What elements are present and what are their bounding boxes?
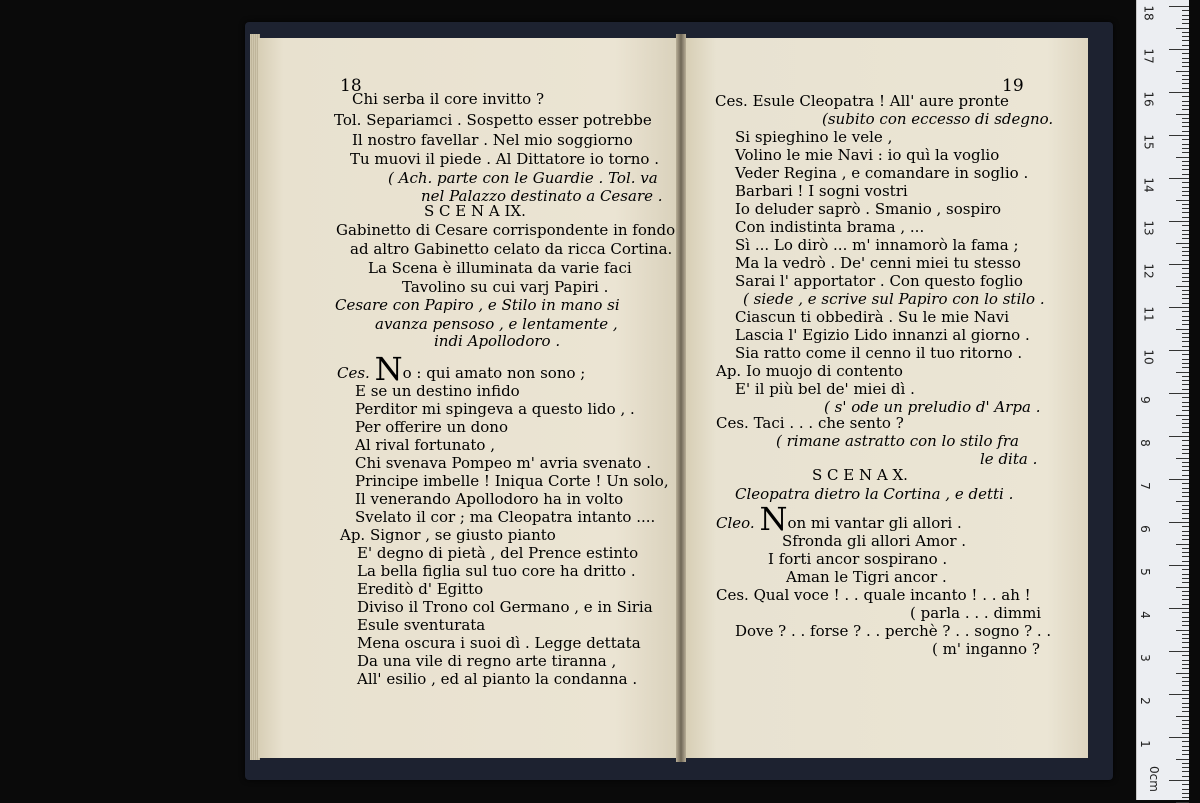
ruler-tick <box>1182 625 1189 626</box>
text-line: ( Ach. parte con le Guardie . Tol. va <box>388 169 658 187</box>
text-line: Tavolino su cui varj Papiri . <box>402 278 609 296</box>
ruler-tick <box>1182 260 1189 261</box>
ruler-tick <box>1176 544 1189 545</box>
ruler-tick <box>1182 251 1189 252</box>
text-line: Diviso il Trono col Germano , e in Siria <box>357 598 653 616</box>
ruler-tick <box>1182 728 1189 729</box>
text-line: Chi serba il core invitto ? <box>352 90 544 108</box>
ruler-tick <box>1182 595 1189 596</box>
text-line: Gabinetto di Cesare corrispondente in fondo <box>336 221 676 239</box>
ruler-tick <box>1176 802 1189 803</box>
ruler-tick <box>1182 423 1189 424</box>
ruler-tick <box>1169 565 1189 566</box>
ruler-tick <box>1182 445 1189 446</box>
ruler-tick <box>1182 470 1189 471</box>
text-line: ( parla . . . dimmi <box>910 604 1042 622</box>
ruler-tick <box>1182 195 1189 196</box>
ruler-number: 12 <box>1141 263 1156 279</box>
ruler-tick <box>1182 320 1189 321</box>
ruler-number: 15 <box>1141 134 1156 150</box>
ruler-tick <box>1182 66 1189 67</box>
text-line: Da una vile di regno arte tiranna , <box>357 652 617 670</box>
ruler-tick <box>1182 561 1189 562</box>
ruler-tick <box>1182 789 1189 790</box>
ruler-tick <box>1169 393 1189 394</box>
ruler-tick <box>1182 574 1189 575</box>
ruler-number: 1 <box>1137 740 1152 748</box>
ruler-tick <box>1182 109 1189 110</box>
ruler-tick <box>1182 311 1189 312</box>
text-line: le dita . <box>980 450 1038 468</box>
text-line: La bella figlia sul tuo core ha dritto . <box>357 562 636 580</box>
ruler-tick <box>1169 694 1189 695</box>
ruler-tick <box>1182 419 1189 420</box>
text-line: ( siede , e scrive sul Papiro con lo stilo . <box>743 290 1045 308</box>
ruler-tick <box>1182 79 1189 80</box>
text-line: ( s' ode un preludio d' Arpa . <box>824 398 1041 416</box>
ruler-tick <box>1182 182 1189 183</box>
ruler-tick <box>1182 165 1189 166</box>
ruler-tick <box>1182 23 1189 24</box>
ruler-tick <box>1176 458 1189 459</box>
ruler-tick <box>1182 389 1189 390</box>
text-line: ( m' inganno ? <box>932 640 1040 658</box>
ruler-tick <box>1182 247 1189 248</box>
ruler-tick <box>1176 716 1189 717</box>
text-line: Si spieghino le vele , <box>735 128 893 146</box>
ruler-tick <box>1182 126 1189 127</box>
ruler-tick <box>1176 759 1189 760</box>
ruler-tick <box>1182 281 1189 282</box>
text-line: Tu muovi il piede . Al Dittatore io torno . <box>350 150 659 168</box>
ruler-tick <box>1182 10 1189 11</box>
ruler-tick <box>1182 677 1189 678</box>
ruler-tick <box>1169 92 1189 93</box>
ruler-tick <box>1182 96 1189 97</box>
ruler-tick <box>1169 737 1189 738</box>
ruler-tick <box>1182 290 1189 291</box>
ruler-tick <box>1182 621 1189 622</box>
ruler-tick <box>1182 62 1189 63</box>
text-line: Lascia l' Egizio Lido innanzi al giorno . <box>735 326 1030 344</box>
ruler-tick <box>1182 101 1189 102</box>
ruler-tick <box>1182 122 1189 123</box>
ruler-tick <box>1182 255 1189 256</box>
ruler-tick <box>1182 88 1189 89</box>
page-number-right: 19 <box>1002 76 1024 96</box>
ruler-tick <box>1182 273 1189 274</box>
ruler-tick <box>1182 367 1189 368</box>
ruler-tick <box>1182 298 1189 299</box>
drop-cap: N <box>374 350 403 388</box>
ruler-tick <box>1176 71 1189 72</box>
text-line: Il venerando Apollodoro ha in volto <box>355 490 624 508</box>
text-line: Ces. Taci . . . che sento ? <box>716 414 904 432</box>
ruler-number: 8 <box>1137 439 1152 447</box>
ruler-tick <box>1182 397 1189 398</box>
ruler-tick <box>1169 608 1189 609</box>
ruler-tick <box>1182 440 1189 441</box>
ruler-tick <box>1182 212 1189 213</box>
ruler-tick <box>1182 316 1189 317</box>
book-gutter <box>676 34 686 762</box>
text-line: Sfronda gli allori Amor . <box>782 532 967 550</box>
ruler-number: 17 <box>1141 48 1156 64</box>
ruler-tick <box>1176 587 1189 588</box>
ruler-tick <box>1169 49 1189 50</box>
ruler-tick <box>1182 333 1189 334</box>
ruler-number: 3 <box>1137 654 1152 662</box>
ruler-tick <box>1182 208 1189 209</box>
text-line: S C E N A X. <box>812 466 908 484</box>
ruler-tick <box>1182 711 1189 712</box>
ruler-number: 5 <box>1137 568 1152 576</box>
ruler-tick <box>1182 58 1189 59</box>
ruler-tick <box>1182 410 1189 411</box>
ruler-tick <box>1182 685 1189 686</box>
ruler-tick <box>1182 83 1189 84</box>
ruler-tick <box>1182 475 1189 476</box>
ruler-tick <box>1182 599 1189 600</box>
drop-cap: N <box>759 500 788 538</box>
ruler-tick <box>1182 341 1189 342</box>
ruler-tick <box>1182 703 1189 704</box>
ruler-tick <box>1182 346 1189 347</box>
text-line: Aman le Tigri ancor . <box>786 568 947 586</box>
ruler-tick <box>1182 402 1189 403</box>
speech-with-dropcap <box>337 350 586 388</box>
ruler-tick <box>1182 535 1189 536</box>
ruler-tick <box>1169 264 1189 265</box>
ruler-number: 2 <box>1137 697 1152 705</box>
text-line: Esule sventurata <box>357 616 486 634</box>
text-line: Ereditò d' Egitto <box>357 580 484 598</box>
ruler-tick <box>1182 793 1189 794</box>
text-line: I forti ancor sospirano . <box>768 550 948 568</box>
ruler-tick <box>1182 324 1189 325</box>
ruler-tick <box>1182 118 1189 119</box>
ruler-tick <box>1182 754 1189 755</box>
ruler-tick <box>1182 105 1189 106</box>
ruler-tick <box>1182 294 1189 295</box>
ruler-tick <box>1176 200 1189 201</box>
ruler-tick <box>1182 784 1189 785</box>
text-line: nel Palazzo destinato a Cesare . <box>421 187 663 205</box>
text-line: Ma la vedrò . De' cenni miei tu stesso <box>735 254 1021 272</box>
text-line: E se un destino infido <box>355 382 520 400</box>
ruler-tick <box>1169 307 1189 308</box>
text-line: Io deluder saprò . Smanio , sospiro <box>735 200 1002 218</box>
ruler-tick <box>1182 53 1189 54</box>
ruler-tick <box>1176 501 1189 502</box>
text-line: Ap. Signor , se giusto pianto <box>340 526 556 544</box>
ruler-tick <box>1182 337 1189 338</box>
ruler-tick <box>1169 780 1189 781</box>
ruler-tick <box>1182 698 1189 699</box>
ruler-tick <box>1169 479 1189 480</box>
ruler-tick <box>1176 372 1189 373</box>
ruler-tick <box>1182 453 1189 454</box>
ruler-tick <box>1182 217 1189 218</box>
ruler-number: 14 <box>1141 177 1156 193</box>
ruler-tick <box>1176 673 1189 674</box>
text-line: Mena oscura i suoi dì . Legge dettata <box>357 634 641 652</box>
text-line: La Scena è illuminata da varie faci <box>368 259 632 277</box>
ruler-tick <box>1182 169 1189 170</box>
text-line: Svelato il cor ; ma Cleopatra intanto .... <box>355 508 656 526</box>
ruler-tick <box>1176 157 1189 158</box>
text-line: indi Apollodoro . <box>434 332 561 350</box>
ruler-tick <box>1182 741 1189 742</box>
text-line: Al rival fortunato , <box>355 436 495 454</box>
ruler-tick <box>1182 569 1189 570</box>
text-line: Sarai l' apportator . Con questo foglio <box>735 272 1023 290</box>
text-line: Chi svenava Pompeo m' avria svenato . <box>355 454 652 472</box>
ruler-tick <box>1182 131 1189 132</box>
ruler-tick <box>1182 75 1189 76</box>
ruler-tick <box>1182 647 1189 648</box>
ruler-tick <box>1182 552 1189 553</box>
page-number-left: 18 <box>340 76 362 96</box>
text-line: Veder Regina , e comandare in soglio . <box>735 164 1029 182</box>
ruler-tick <box>1182 462 1189 463</box>
ruler-tick <box>1182 32 1189 33</box>
ruler-tick <box>1182 604 1189 605</box>
ruler-tick <box>1176 630 1189 631</box>
ruler-tick <box>1182 139 1189 140</box>
text-line: E' il più bel de' miei dì . <box>735 380 915 398</box>
ruler-tick <box>1169 522 1189 523</box>
ruler-tick <box>1182 204 1189 205</box>
ruler-tick <box>1176 286 1189 287</box>
ruler-tick <box>1182 230 1189 231</box>
ruler-tick <box>1182 750 1189 751</box>
ruler-tick <box>1169 350 1189 351</box>
ruler-tick <box>1182 432 1189 433</box>
ruler-tick <box>1182 548 1189 549</box>
ruler-tick <box>1182 724 1189 725</box>
speaker-label: Ces. <box>337 364 375 382</box>
text-line: Perditor mi spingeva a questo lido , . <box>355 400 635 418</box>
text-line: Barbari ! I sogni vostri <box>735 182 908 200</box>
speech-with-dropcap <box>716 500 962 538</box>
ruler-tick <box>1182 45 1189 46</box>
text-line: All' esilio , ed al pianto la condanna . <box>357 670 638 688</box>
ruler-tick <box>1182 427 1189 428</box>
ruler-tick <box>1182 19 1189 20</box>
text-line: Dove ? . . forse ? . . perchè ? . . sogno ? . . <box>735 622 1052 640</box>
text-line: Ciascun ti obbedirà . Su le mie Navi <box>735 308 1010 326</box>
text-line: Cesare con Papiro , e Stilo in mano si <box>335 296 620 314</box>
ruler-tick <box>1182 406 1189 407</box>
ruler-tick <box>1182 268 1189 269</box>
ruler-tick <box>1182 225 1189 226</box>
ruler-tick <box>1182 277 1189 278</box>
ruler-tick <box>1182 363 1189 364</box>
text-line: S C E N A IX. <box>424 202 526 220</box>
ruler-tick <box>1182 655 1189 656</box>
ruler-tick <box>1182 617 1189 618</box>
ruler-tick <box>1182 187 1189 188</box>
ruler-tick <box>1182 767 1189 768</box>
text-line: ( rimane astratto con lo stilo fra <box>776 432 1019 450</box>
measuring-ruler <box>1136 0 1189 800</box>
ruler-tick <box>1182 509 1189 510</box>
ruler-tick <box>1182 376 1189 377</box>
ruler-tick <box>1169 6 1189 7</box>
ruler-tick <box>1169 436 1189 437</box>
text-line: Volino le mie Navi : io quì la voglio <box>735 146 1000 164</box>
ruler-tick <box>1182 771 1189 772</box>
ruler-number: 6 <box>1137 525 1152 533</box>
ruler-tick <box>1182 612 1189 613</box>
ruler-tick <box>1169 651 1189 652</box>
ruler-tick <box>1182 483 1189 484</box>
ruler-tick <box>1182 148 1189 149</box>
ruler-tick <box>1182 660 1189 661</box>
ruler-unit-label: 0cm <box>1146 766 1161 792</box>
ruler-tick <box>1176 329 1189 330</box>
ruler-tick <box>1182 505 1189 506</box>
text-line: Tol. Separiamci . Sospetto esser potrebbe <box>334 111 652 129</box>
ruler-tick <box>1182 707 1189 708</box>
ruler-tick <box>1182 492 1189 493</box>
text-line: Con indistinta brama , ... <box>735 218 925 236</box>
ruler-tick <box>1182 556 1189 557</box>
ruler-number: 13 <box>1141 220 1156 236</box>
ruler-number: 18 <box>1141 5 1156 21</box>
ruler-tick <box>1182 690 1189 691</box>
ruler-tick <box>1182 191 1189 192</box>
ruler-tick <box>1182 720 1189 721</box>
ruler-tick <box>1182 518 1189 519</box>
speaker-label: Cleo. <box>716 514 760 532</box>
ruler-tick <box>1182 531 1189 532</box>
ruler-tick <box>1176 28 1189 29</box>
speech-text: o : qui amato non sono ; <box>402 364 586 382</box>
ruler-tick <box>1182 174 1189 175</box>
ruler-tick <box>1182 681 1189 682</box>
ruler-tick <box>1182 668 1189 669</box>
text-line: E' degno di pietà , del Prence estinto <box>357 544 639 562</box>
ruler-tick <box>1182 513 1189 514</box>
ruler-tick <box>1182 449 1189 450</box>
ruler-tick <box>1182 238 1189 239</box>
ruler-tick <box>1182 763 1189 764</box>
text-line: avanza pensoso , e lentamente , <box>375 315 618 333</box>
ruler-tick <box>1182 638 1189 639</box>
ruler-tick <box>1182 578 1189 579</box>
ruler-number: 10 <box>1141 349 1156 365</box>
ruler-number: 11 <box>1141 306 1156 322</box>
text-line: Ces. Esule Cleopatra ! All' aure pronte <box>715 92 1009 110</box>
ruler-tick <box>1182 144 1189 145</box>
ruler-tick <box>1176 415 1189 416</box>
ruler-tick <box>1182 776 1189 777</box>
ruler-number: 16 <box>1141 91 1156 107</box>
text-line: Ap. Io muojo di contento <box>716 362 903 380</box>
ruler-tick <box>1182 15 1189 16</box>
ruler-tick <box>1176 114 1189 115</box>
text-line: ad altro Gabinetto celato da ricca Cortina. <box>350 240 673 258</box>
ruler-tick <box>1182 496 1189 497</box>
speech-text: on mi vantar gli allori . <box>787 514 962 532</box>
ruler-tick <box>1182 488 1189 489</box>
ruler-tick <box>1182 634 1189 635</box>
ruler-tick <box>1169 135 1189 136</box>
text-line: Per offerire un dono <box>355 418 508 436</box>
ruler-tick <box>1182 161 1189 162</box>
ruler-tick <box>1182 733 1189 734</box>
ruler-tick <box>1182 380 1189 381</box>
ruler-tick <box>1182 746 1189 747</box>
ruler-tick <box>1182 152 1189 153</box>
text-line: (subito con eccesso di sdegno. <box>822 110 1054 128</box>
ruler-tick <box>1182 303 1189 304</box>
ruler-tick <box>1182 664 1189 665</box>
ruler-tick <box>1182 354 1189 355</box>
ruler-tick <box>1182 797 1189 798</box>
ruler-tick <box>1176 243 1189 244</box>
ruler-number: 4 <box>1137 611 1152 619</box>
ruler-tick <box>1182 526 1189 527</box>
ruler-number: 7 <box>1137 482 1152 490</box>
ruler-tick <box>1182 359 1189 360</box>
ruler-tick <box>1182 582 1189 583</box>
ruler-tick <box>1169 221 1189 222</box>
text-line: Sì ... Lo dirò ... m' innamorò la fama ; <box>735 236 1019 254</box>
ruler-tick <box>1182 642 1189 643</box>
text-line: Sia ratto come il cenno il tuo ritorno . <box>735 344 1023 362</box>
ruler-tick <box>1182 40 1189 41</box>
ruler-tick <box>1182 591 1189 592</box>
text-line: Cleopatra dietro la Cortina , e detti . <box>735 485 1014 503</box>
text-line: Principe imbelle ! Iniqua Corte ! Un solo, <box>355 472 669 490</box>
ruler-tick <box>1182 36 1189 37</box>
ruler-tick <box>1182 539 1189 540</box>
ruler-tick <box>1182 384 1189 385</box>
text-line: Ces. Qual voce ! . . quale incanto ! . . ah ! <box>716 586 1031 604</box>
text-line: Il nostro favellar . Nel mio soggiorno <box>352 131 633 149</box>
ruler-number: 9 <box>1137 396 1152 404</box>
ruler-tick <box>1182 234 1189 235</box>
ruler-tick <box>1169 178 1189 179</box>
ruler-tick <box>1182 466 1189 467</box>
